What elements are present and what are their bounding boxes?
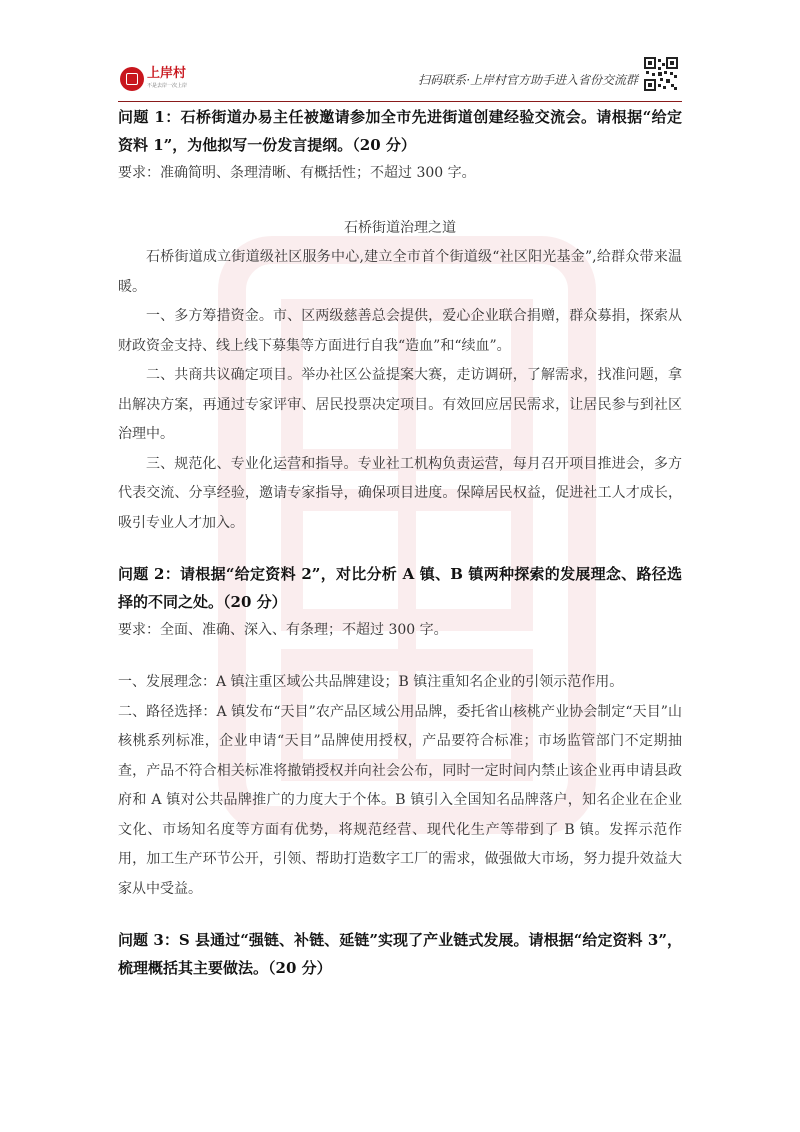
logo-slogan: 不是去岸一次上岸 xyxy=(147,83,188,89)
header-divider xyxy=(118,101,682,102)
qr-code-icon xyxy=(644,57,678,91)
header-banner-text: 扫码联系·上岸村官方助手进入省份交流群 xyxy=(418,73,638,87)
answer-1-paragraph: 一、多方筹措资金。市、区两级慈善总会提供，爱心企业联合捐赠，群众募捐，探索从财政资金支持、线上线下募集等方面进行自我“造血”和“续血”。 xyxy=(118,308,682,354)
question-1: 问题 1：石桥街道办易主任被邀请参加全市先进街道创建经验交流会。请根据“给定资料 1”，为他拟写一份发言提纲。（20 分） xyxy=(118,108,682,154)
answer-2-paragraph: 一、发展理念：A 镇注重区域公共品牌建设；B 镇注重知名企业的引领示范作用。 xyxy=(118,674,624,690)
question-3: 问题 3：S 县通过“强链、补链、延链”实现了产业链式发展。请根据“给定资料 3”，梳理概括其主要做法。（20 分） xyxy=(118,931,682,977)
document-body xyxy=(118,103,682,982)
seal-logo-icon xyxy=(120,67,144,91)
answer-1-title: 石桥街道治理之道 xyxy=(344,220,456,236)
answer-1-paragraph: 三、规范化、专业化运营和指导。专业社工机构负责运营，每月召开项目推进会，多方代表交流、分享经验，邀请专家指导，确保项目进度。保障居民权益，促进社工人才成长，吸引专业人才加入。 xyxy=(118,455,682,531)
question-1-requirement: 要求：准确简明、条理清晰、有概括性；不超过 300 字。 xyxy=(118,165,476,181)
answer-1-paragraph: 二、共商共议确定项目。举办社区公益提案大赛，走访调研，了解需求，找准问题，拿出解决方案，再通过专家评审、居民投票决定项目。有效回应居民需求，让居民参与到社区治理中。 xyxy=(118,367,682,442)
answer-2-paragraph: 二、路径选择：A 镇发布“天目”农产品区域公用品牌，委托省山核桃产业协会制定“天目”山核桃系列标准，企业申请“天目”品牌使用授权，产品要符合标准；市场监管部门不定期抽查，产品不符合相关标准将撤销授权并向社会公布，同时一定时间内禁止该企业再申请县政府和 A 镇对公共品牌推广的力度大于个体。B 镇引入全国知名品牌落户，知名企业在企业文化、市场知名度等方面有优势，将规范经营、现代化生产等带到了 B 镇。发挥示范作用，加工生产环节公开，引领、帮助打造数字工厂的需求，做强做大市场，努力提升效益大家从中受益。 xyxy=(118,703,682,897)
page-header xyxy=(0,55,800,101)
answer-1-paragraph: 石桥街道成立街道级社区服务中心,建立全市首个街道级“社区阳光基金”,给群众带来温暖。 xyxy=(118,249,682,295)
logo-name: 上岸村 xyxy=(147,66,187,81)
question-2: 问题 2：请根据“给定资料 2”，对比分析 A 镇、B 镇两种探索的发展理念、路径选择的不同之处。（20 分） xyxy=(118,565,682,611)
question-2-requirement: 要求：全面、准确、深入、有条理；不超过 300 字。 xyxy=(118,622,448,638)
